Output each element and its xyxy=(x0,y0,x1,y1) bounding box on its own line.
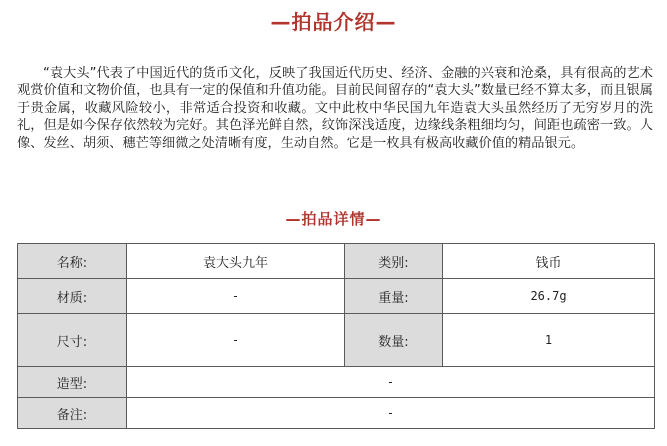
quantity-value: 1 xyxy=(443,314,655,367)
table-row xyxy=(18,367,655,398)
shape-value: - xyxy=(127,367,655,398)
shape-label: 造型: xyxy=(18,367,127,398)
table-row xyxy=(18,279,655,314)
size-label: 尺寸: xyxy=(18,314,127,367)
details-table xyxy=(17,243,655,429)
weight-value: 26.7g xyxy=(443,279,655,314)
notes-value: - xyxy=(127,398,655,429)
details-section-title: —拍品详情— xyxy=(285,210,382,228)
notes-label: 备注: xyxy=(18,398,127,429)
intro-paragraph: “袁大头”代表了中国近代的货币文化，反映了我国近代历史、经济、金融的兴衰和沧桑，具有很高的艺术观赏价值和文物价值，也具有一定的保值和升值功能。目前民间留存的“袁大头”数量已经不算太多，而且银属于贵金属，收藏风险较小，非常适合投资和收藏。文中此枚中华民国九年造袁大头虽然经历了无穷岁月的洗礼，但是如今保存依然较为完好。其色泽光鲜自然，纹饰深浅适度，边缘线条粗细均匀，间距也疏密一致。人像、发丝、胡须、穗芒等细微之处清晰有度，生动自然。它是一枚具有极高收藏价值的精品银元。 xyxy=(17,66,653,151)
category-label: 类别: xyxy=(345,244,443,279)
size-value: - xyxy=(127,314,345,367)
name-value: 袁大头九年 xyxy=(127,244,345,279)
quantity-label: 数量: xyxy=(345,314,443,367)
name-label: 名称: xyxy=(18,244,127,279)
table-row xyxy=(18,244,655,279)
table-row xyxy=(18,314,655,367)
table-row xyxy=(18,398,655,429)
material-label: 材质: xyxy=(18,279,127,314)
category-value: 钱币 xyxy=(443,244,655,279)
weight-label: 重量: xyxy=(345,279,443,314)
material-value: - xyxy=(127,279,345,314)
intro-section-title: —拍品介绍— xyxy=(270,10,397,34)
